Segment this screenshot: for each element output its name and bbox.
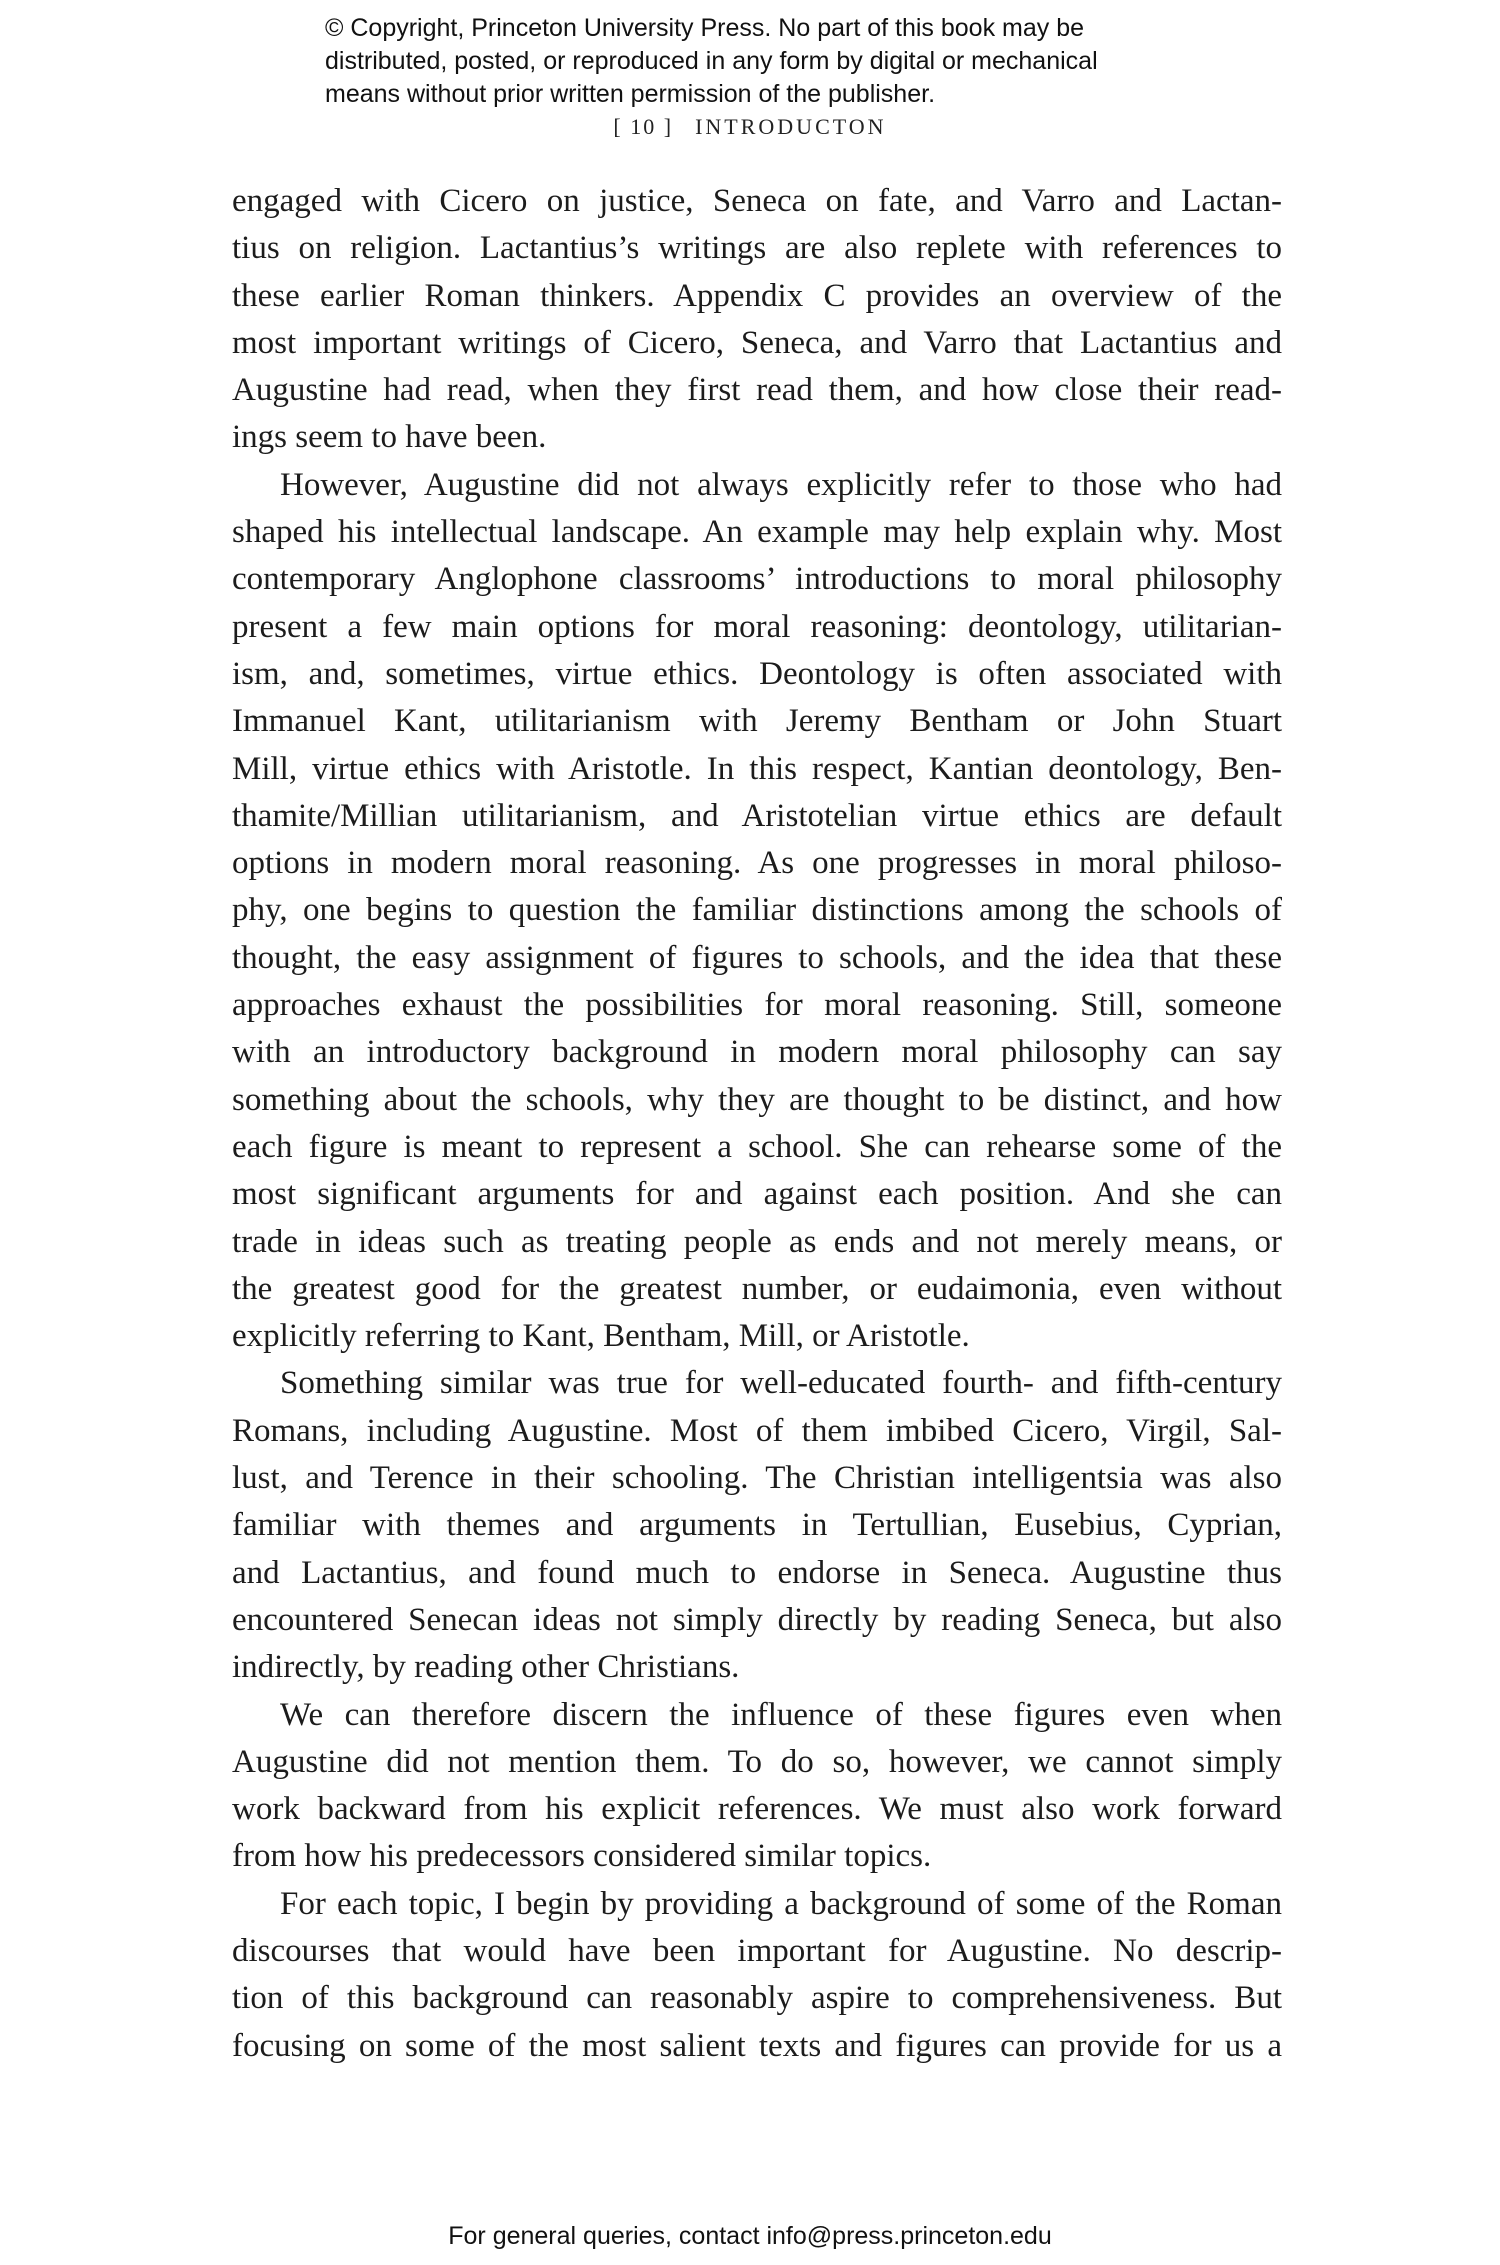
text-line: thought, the easy assignment of figures to schools, and the idea that these xyxy=(232,939,1282,976)
text-line: Augustine had read, when they first read them, and how close their read- xyxy=(232,372,1282,409)
text-line: engaged with Cicero on justice, Seneca on fate, and Varro and Lactan- xyxy=(232,183,1282,219)
text-line: tius on religion. Lactantius’s writings are also replete with references to xyxy=(232,230,1282,267)
copyright-line: means without prior written permission of the publisher. xyxy=(325,80,936,108)
page-number: [ 10 ] xyxy=(613,114,674,139)
copyright-line: © Copyright, Princeton University Press. No part of this book may be xyxy=(325,14,1085,42)
text-line: and Lactantius, and found much to endorse in Seneca. Augustine thus xyxy=(232,1554,1282,1591)
text-line: these earlier Roman thinkers. Appendix C provides an overview of the xyxy=(232,277,1282,314)
text-line: focusing on some of the most salient texts and figures can provide for us a xyxy=(232,2027,1282,2064)
text-line: shaped his intellectual landscape. An example may help explain why. Most xyxy=(232,514,1282,551)
text-line: Immanuel Kant, utilitarianism with Jeremy Bentham or John Stuart xyxy=(232,703,1282,740)
text-line: most important writings of Cicero, Seneca, and Varro that Lactantius and xyxy=(232,324,1282,361)
text-line: Something similar was true for well-educated fourth- and fifth-century xyxy=(280,1365,1282,1402)
running-head xyxy=(0,114,1500,140)
text-line: trade in ideas such as treating people as ends and not merely means, or xyxy=(232,1223,1282,1260)
text-line: phy, one begins to question the familiar distinctions among the schools of xyxy=(232,892,1282,929)
text-line: work backward from his explicit references. We must also work forward xyxy=(232,1791,1282,1828)
text-line: approaches exhaust the possibilities for moral reasoning. Still, someone xyxy=(232,987,1282,1024)
text-line: indirectly, by reading other Christians. xyxy=(232,1649,740,1686)
text-line: present a few main options for moral reasoning: deontology, utilitarian- xyxy=(232,608,1282,645)
text-line: with an introductory background in modern moral philosophy can say xyxy=(232,1034,1282,1071)
text-line: from how his predecessors considered similar topics. xyxy=(232,1838,932,1875)
text-line: something about the schools, why they are thought to be distinct, and how xyxy=(232,1081,1282,1118)
copyright-line: distributed, posted, or reproduced in any form by digital or mechanical xyxy=(325,47,1098,75)
text-line: most significant arguments for and against each position. And she can xyxy=(232,1176,1282,1213)
text-line: familiar with themes and arguments in Tertullian, Eusebius, Cyprian, xyxy=(232,1507,1282,1544)
chapter-title: INTRODUCTON xyxy=(695,114,887,139)
text-line: For each topic, I begin by providing a background of some of the Roman xyxy=(280,1885,1282,1922)
text-line: the greatest good for the greatest number, or eudaimonia, even without xyxy=(232,1270,1282,1307)
text-line: options in modern moral reasoning. As one progresses in moral philoso- xyxy=(232,845,1282,882)
text-line: encountered Senecan ideas not simply directly by reading Seneca, but also xyxy=(232,1601,1282,1638)
text-line: lust, and Terence in their schooling. The Christian intelligentsia was also xyxy=(232,1460,1282,1497)
text-line: However, Augustine did not always explicitly refer to those who had xyxy=(280,466,1282,503)
copyright-notice xyxy=(325,12,1225,111)
text-line: thamite/Millian utilitarianism, and Aristotelian virtue ethics are default xyxy=(232,797,1282,834)
text-line: contemporary Anglophone classrooms’ introductions to moral philosophy xyxy=(232,561,1282,598)
text-line: Romans, including Augustine. Most of them imbibed Cicero, Virgil, Sal- xyxy=(232,1412,1282,1449)
footer-contact: For general queries, contact info@press.princeton.edu xyxy=(448,2222,1052,2250)
text-line: explicitly referring to Kant, Bentham, Mill, or Aristotle. xyxy=(232,1318,970,1355)
text-line: We can therefore discern the influence of these figures even when xyxy=(280,1696,1282,1733)
text-line: Augustine did not mention them. To do so, however, we cannot simply xyxy=(232,1743,1282,1780)
text-line: tion of this background can reasonably aspire to comprehensiveness. But xyxy=(232,1980,1282,2017)
text-line: discourses that would have been important for Augustine. No descrip- xyxy=(232,1932,1282,1969)
body-text xyxy=(232,178,1282,2070)
text-line: ings seem to have been. xyxy=(232,419,547,456)
text-line: Mill, virtue ethics with Aristotle. In this respect, Kantian deontology, Ben- xyxy=(232,750,1282,787)
text-line: ism, and, sometimes, virtue ethics. Deontology is often associated with xyxy=(232,655,1282,692)
text-line: each figure is meant to represent a school. She can rehearse some of the xyxy=(232,1128,1282,1165)
